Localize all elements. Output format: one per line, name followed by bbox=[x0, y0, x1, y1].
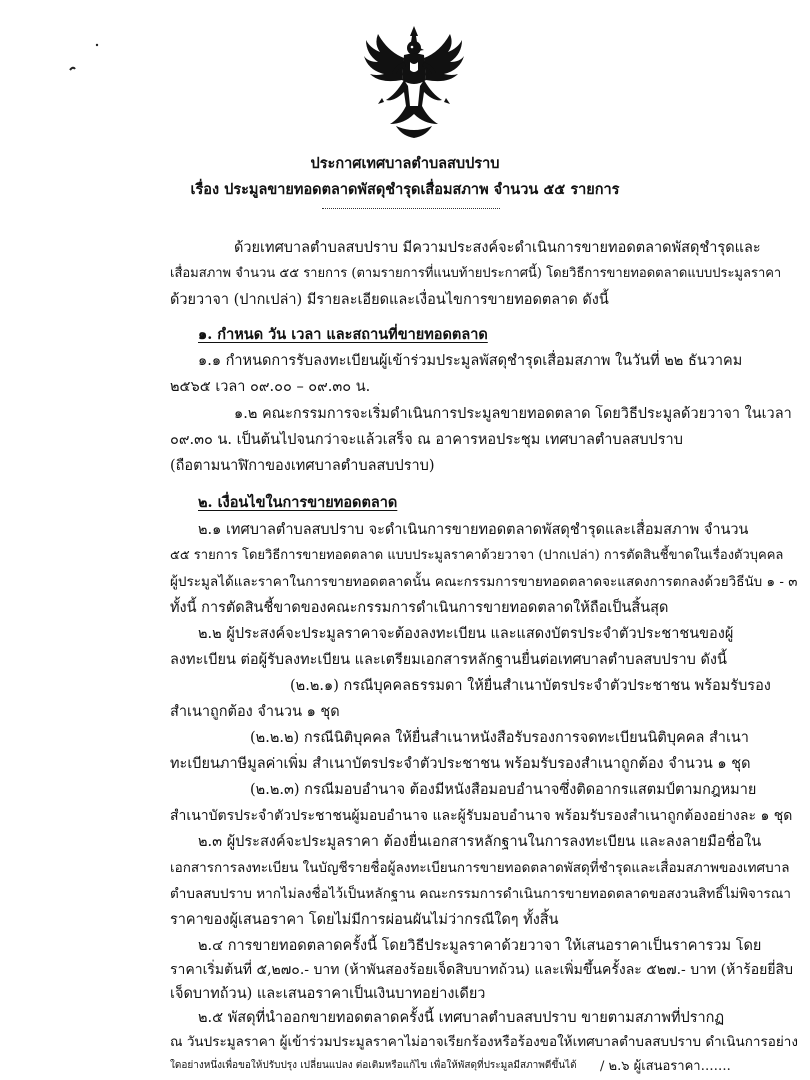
section-2-line: (๒.๒.๓) กรณีมอบอำนาจ ต้องมีหนังสือมอบอำนาจซึ่งติดอากรแสตมป์ตามกฎหมาย bbox=[250, 782, 757, 798]
section-1-line: ๑.๑ กำหนดการรับลงทะเบียนผู้เข้าร่วมประมูลพัสดุชำรุดเสื่อมสภาพ ในวันที่ ๒๒ ธันวาคม bbox=[198, 353, 743, 369]
section-2-line: ราคาของผู้เสนอราคา โดยไม่มีการผ่อนผันไม่ว่ากรณีใดๆ ทั้งสิ้น bbox=[170, 912, 559, 928]
intro-line: เสื่อมสภาพ จำนวน ๕๕ รายการ (ตามรายการที่แนบท้ายประกาศนี้) โดยวิธีการขายทอดตลาดแบบประมูลราคา bbox=[170, 266, 782, 281]
section-2-line: ณ วันประมูลราคา ผู้เข้าร่วมประมูลราคาไม่อาจเรียกร้องหรือร้องขอให้เทศบาลตำบลสบปราบ ดำเนินการอย่าง bbox=[170, 1034, 798, 1050]
section-2-line: ทะเบียนภาษีมูลค่าเพิ่ม สำเนาบัตรประจำตัวประชาชน พร้อมรับรองสำเนาถูกต้อง จำนวน ๑ ชุด bbox=[170, 756, 751, 772]
section-2-line: เอกสารการลงทะเบียน ในบัญชีรายชื่อผู้ลงทะเบียนการขายทอดตลาดพัสดุที่ชำรุดและเสื่อมสภาพของเทศบาล bbox=[170, 860, 790, 876]
section-2-line: สำเนาบัตรประจำตัวประชาชนผู้มอบอำนาจ และผู้รับมอบอำนาจ พร้อมรับรองสำเนาถูกต้องอย่างละ ๑ ชุด bbox=[170, 808, 793, 824]
section-2-line: ๒.๓ ผู้ประสงค์จะประมูลราคา ต้องยื่นเอกสารหลักฐานในการลงทะเบียน และลงลายมือชื่อใน bbox=[198, 834, 762, 850]
section-2-line: ๒.๑ เทศบาลตำบลสบปราบ จะดำเนินการขายทอดตลาดพัสดุชำรุดและเสื่อมสภาพ จำนวน bbox=[198, 522, 749, 538]
section-2-line: ๒.๕ พัสดุที่นำออกขายทอดตลาดครั้งนี้ เทศบาลตำบลสบปราบ ขายตามสภาพที่ปรากฏ bbox=[198, 1010, 725, 1026]
section-1-line: (ถือตามนาฬิกาของเทศบาลตำบลสบปราบ) bbox=[170, 458, 435, 474]
section-2-line: ๒.๔ การขายทอดตลาดครั้งนี้ โดยวิธีประมูลราคาด้วยวาจา ให้เสนอราคาเป็นราคารวม โดย bbox=[198, 938, 762, 954]
section-2-line: (๒.๒.๒) กรณีนิติบุคคล ให้ยื่นสำเนาหนังสือรับรองการจดทะเบียนนิติบุคคล สำเนา bbox=[250, 730, 749, 746]
announcement-subject: เรื่อง ประมูลขายทอดตลาดพัสดุชำรุดเสื่อมสภาพ จำนวน ๕๕ รายการ bbox=[190, 181, 620, 198]
announcement-title: ประกาศเทศบาลตำบลสบปราบ bbox=[310, 155, 500, 172]
section-1-line: ๒๕๖๕ เวลา ๐๙.๐๐ – ๐๙.๓๐ น. bbox=[170, 379, 371, 395]
section-2-line: สำเนาถูกต้อง จำนวน ๑ ชุด bbox=[170, 704, 340, 720]
intro-line: ด้วยเทศบาลตำบลสบปราบ มีความประสงค์จะดำเนินการขายทอดตลาดพัสดุชำรุดและ bbox=[234, 240, 761, 256]
garuda-emblem-icon bbox=[360, 22, 468, 140]
section-2-line: ตำบลสบปราบ หากไม่ลงชื่อไว้เป็นหลักฐาน คณะกรรมการดำเนินการขายทอดตลาดขอสงวนสิทธิ์ไม่พิจารณา bbox=[170, 886, 791, 902]
section-2-line: ผู้ประมูลได้และราคาในการขายทอดตลาดนั้น คณะกรรมการขายทอดตลาดจะแสดงการตกลงด้วยวิธีนับ ๑ - ๓ bbox=[170, 574, 798, 590]
section-2-line: (๒.๒.๑) กรณีบุคคลธรรมดา ให้ยื่นสำเนาบัตรประจำตัวประชาชน พร้อมรับรอง bbox=[290, 678, 771, 694]
section-2-line: ๕๕ รายการ โดยวิธีการขายทอดตลาด แบบประมูลราคาด้วยวาจา (ปากเปล่า) การตัดสินชี้ขาดในเรื่องตัวบุคคล bbox=[170, 548, 784, 563]
page-continuation: / ๒.๖ ผู้เสนอราคา……. bbox=[600, 1059, 731, 1074]
intro-line: ด้วยวาจา (ปากเปล่า) มีรายละเอียดและเงื่อนไขการขายทอดตลาด ดังนี้ bbox=[170, 292, 609, 308]
section-2-line: ๒.๒ ผู้ประสงค์จะประมูลราคาจะต้องลงทะเบียน และแสดงบัตรประจำตัวประชาชนของผู้ bbox=[198, 626, 734, 642]
section-1-line: ๐๙.๓๐ น. เป็นต้นไปจนกว่าจะแล้วเสร็จ ณ อาคารหอประชุม เทศบาลตำบลสบปราบ bbox=[170, 432, 683, 448]
section-2-line: ลงทะเบียน ต่อผู้รับลงทะเบียน และเตรียมเอกสารหลักฐานยื่นต่อเทศบาลตำบลสบปราบ ดังนี้ bbox=[170, 652, 727, 668]
section-1-line: ๑.๒ คณะกรรมการจะเริ่มดำเนินการประมูลขายทอดตลาด โดยวิธีประมูลด้วยวาจา ในเวลา bbox=[234, 406, 792, 422]
section-2-line: เจ็ดบาทถ้วน) และเสนอราคาเป็นเงินบาทอย่างเดียว bbox=[170, 986, 486, 1002]
section-2-line: ใดอย่างหนึ่งเพื่อขอให้ปรับปรุง เปลี่ยนแปลง ต่อเติมหรือแก้ไข เพื่อให้พัสดุที่ประมูลมีสภาพดีขึ้นได้ bbox=[170, 1060, 577, 1071]
title-divider bbox=[322, 208, 500, 209]
section-2-line: ทั้งนี้ การตัดสินชี้ขาดของคณะกรรมการดำเนินการขายทอดตลาดให้ถือเป็นสิ้นสุด bbox=[170, 600, 669, 616]
section-2-heading: ๒. เงื่อนไขในการขายทอดตลาด bbox=[198, 494, 398, 511]
scan-specks bbox=[60, 40, 110, 80]
section-1-heading: ๑. กำหนด วัน เวลา และสถานที่ขายทอดตลาด bbox=[198, 326, 488, 343]
section-2-line: ราคาเริ่มต้นที่ ๕,๒๗๐.- บาท (ห้าพันสองร้อยเจ็ดสิบบาทถ้วน) และเพิ่มขึ้นครั้งละ ๕๒๗.- บาท (ห้าร้อยยี่สิบ bbox=[170, 962, 793, 978]
